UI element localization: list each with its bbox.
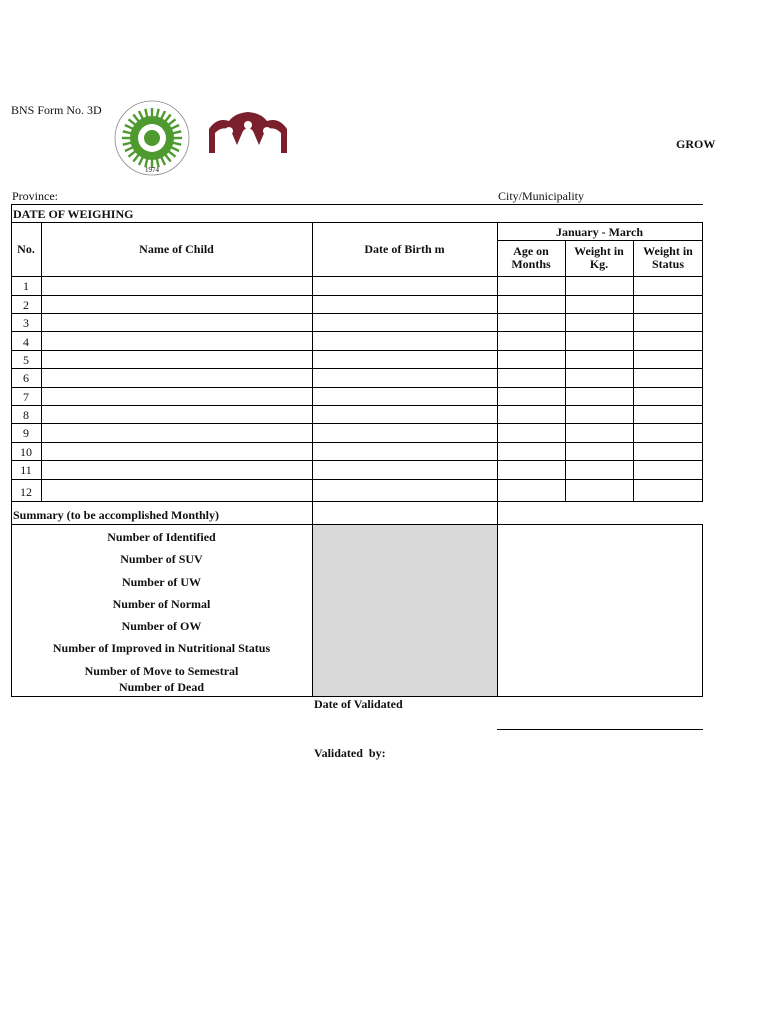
row-number: 9 <box>23 426 29 440</box>
province-label: Province: <box>12 189 58 203</box>
row-number: 11 <box>20 463 32 477</box>
col-header-age: Age on Months <box>511 244 551 271</box>
summary-item: Number of Dead <box>118 680 205 694</box>
col-header-no: No. <box>17 242 35 256</box>
row-number: 3 <box>23 316 29 330</box>
nnc-seal-logo <box>106 100 198 178</box>
summary-item: Number of Identified <box>107 530 216 544</box>
col-header-name: Name of Child <box>139 242 214 256</box>
row-number: 2 <box>23 298 29 312</box>
row-number: 5 <box>23 353 29 367</box>
summary-item: Number of UW <box>121 575 202 589</box>
validated-by-label: Validated by: <box>314 746 386 760</box>
form-title: GROW <box>676 137 716 151</box>
form-number: BNS Form No. 3D <box>11 103 102 117</box>
org-logo <box>207 107 289 155</box>
seal-year: 1974 <box>145 166 159 174</box>
row-number: 8 <box>23 408 29 422</box>
row-number: 1 <box>23 279 29 293</box>
col-header-weight-kg: Weight in Kg. <box>574 244 624 271</box>
date-validated-label: Date of Validated <box>314 697 403 711</box>
summary-title: Summary (to be accomplished Monthly) <box>13 508 219 522</box>
row-number: 6 <box>23 371 29 385</box>
col-header-dob: Date of Birth m <box>364 242 445 256</box>
row-number: 12 <box>20 485 32 499</box>
summary-item: Number of OW <box>121 619 202 633</box>
summary-item: Number of SUV <box>120 552 203 566</box>
summary-item: Number of Move to Semestral <box>84 664 239 678</box>
date-of-weighing-label: DATE OF WEIGHING <box>13 207 134 221</box>
summary-shaded-cell <box>313 525 497 696</box>
summary-item: Number of Improved in Nutritional Status <box>52 641 271 655</box>
row-number: 7 <box>23 390 29 404</box>
period-header: January - March <box>555 225 644 239</box>
row-number: 4 <box>23 335 29 349</box>
city-label: City/Municipality <box>498 189 584 203</box>
summary-item: Number of Normal <box>112 597 211 611</box>
col-header-weight-status: Weight in Status <box>643 244 693 271</box>
row-number: 10 <box>20 445 32 459</box>
